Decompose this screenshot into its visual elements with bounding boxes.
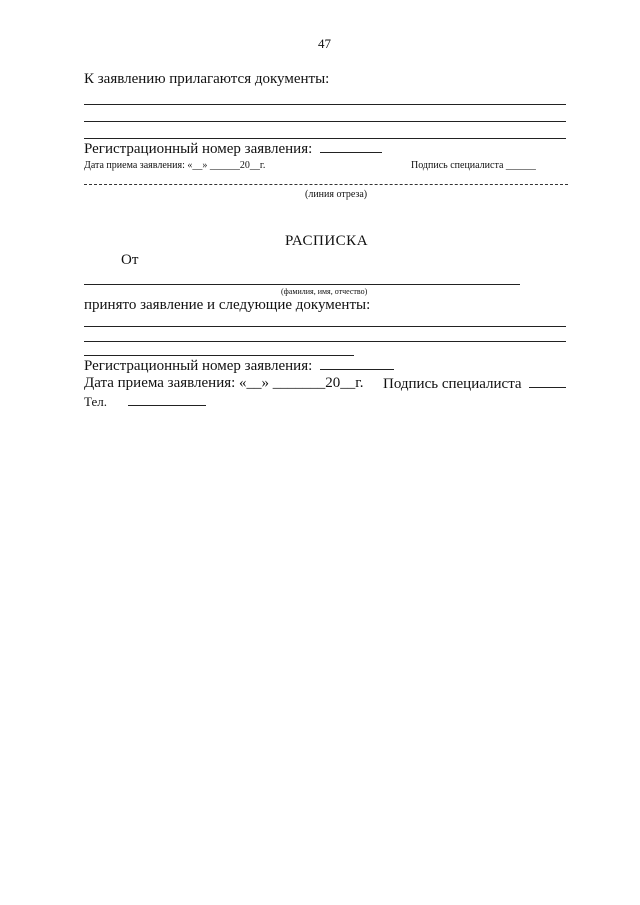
document-line-1: [84, 104, 566, 105]
specialist-signature: Подпись специалиста ______: [411, 160, 536, 171]
receipt-title: РАСПИСКА: [285, 233, 369, 249]
receipt-signature-label: Подпись специалиста: [383, 376, 522, 392]
receipt-signature-row: [383, 375, 566, 393]
cut-line: [84, 184, 568, 185]
receipt-document-line-1: [84, 326, 566, 327]
receipt-date-line: Дата приема заявления: «__» _______20__г.: [84, 375, 364, 391]
phone-label: Тел.: [84, 394, 107, 409]
document-line-3: [84, 138, 566, 139]
reg-number-field[interactable]: [320, 140, 382, 153]
reg-number-row: [84, 140, 382, 158]
name-hint: (фамилия, имя, отчество): [281, 287, 368, 296]
attachments-heading: К заявлению прилагаются документы:: [84, 71, 330, 87]
receipt-reg-number-field[interactable]: [320, 357, 394, 370]
reg-number-label: Регистрационный номер заявления:: [84, 141, 313, 157]
receipt-reg-number-row: [84, 357, 394, 375]
receipt-document-line-2: [84, 341, 566, 342]
accepted-text: принято заявление и следующие документы:: [84, 297, 371, 313]
name-line[interactable]: [84, 284, 520, 285]
cut-line-label: (линия отреза): [305, 189, 368, 200]
receipt-document-line-3: [84, 355, 354, 356]
document-line-2: [84, 121, 566, 122]
from-label: От: [121, 252, 139, 268]
receipt-reg-number-label: Регистрационный номер заявления:: [84, 358, 313, 374]
phone-field[interactable]: [128, 393, 206, 406]
page-number: 47: [318, 36, 331, 51]
date-received-line: Дата приема заявления: «__» ______20__г.: [84, 160, 266, 171]
phone-row: [84, 393, 206, 410]
receipt-signature-field[interactable]: [529, 375, 566, 388]
